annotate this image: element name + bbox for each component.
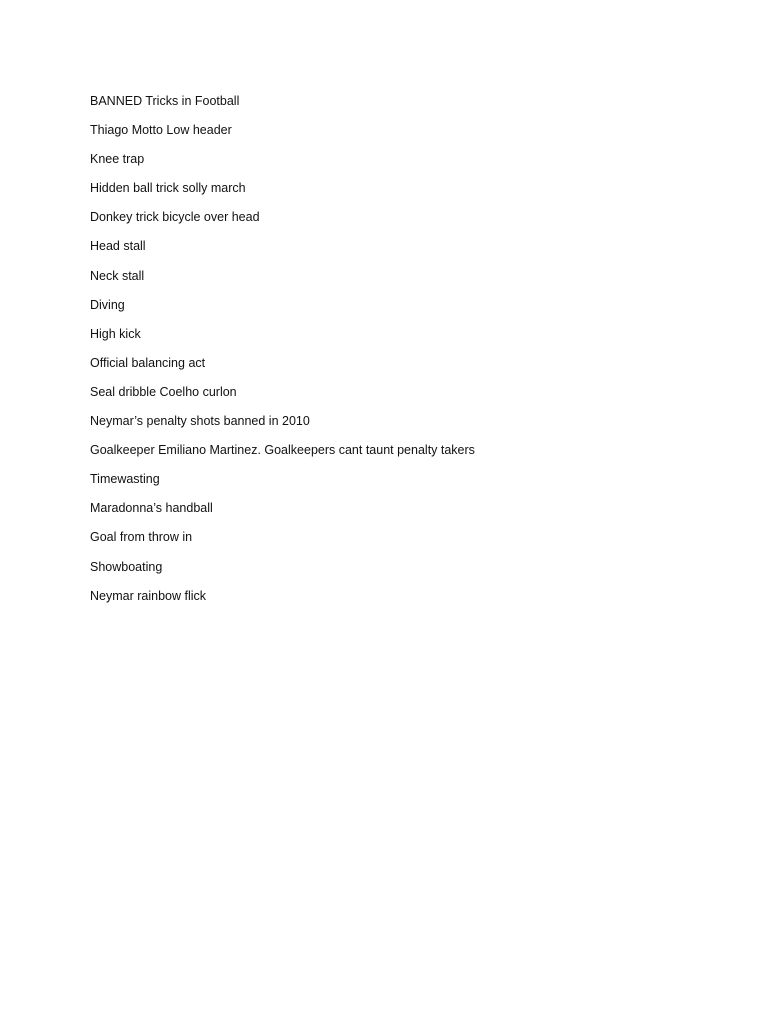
list-item: Head stall (90, 239, 146, 254)
list-item: Official balancing act (90, 355, 206, 370)
list-item: Donkey trick bicycle over head (90, 210, 260, 225)
list-item: Neymar rainbow flick (90, 588, 207, 603)
list-item: Maradonna’s handball (90, 501, 213, 516)
list-item: High kick (90, 326, 141, 341)
list-item: Goalkeeper Emiliano Martinez. Goalkeepers cant taunt penalty takers (90, 443, 475, 458)
list-item: Seal dribble Coelho curlon (90, 384, 237, 399)
list-item: Diving (90, 297, 125, 312)
list-item: Neymar’s penalty shots banned in 2010 (90, 414, 310, 429)
list-item: Knee trap (90, 152, 145, 167)
document-title: BANNED Tricks in Football (90, 94, 240, 108)
list-item: Showboating (90, 559, 163, 574)
list-item: Neck stall (90, 268, 145, 283)
list-item: Hidden ball trick solly march (90, 181, 246, 196)
list-item: Thiago Motto Low header (90, 123, 232, 138)
list-item: Timewasting (90, 472, 160, 487)
list-item: Goal from throw in (90, 530, 193, 545)
document-body (90, 93, 690, 617)
